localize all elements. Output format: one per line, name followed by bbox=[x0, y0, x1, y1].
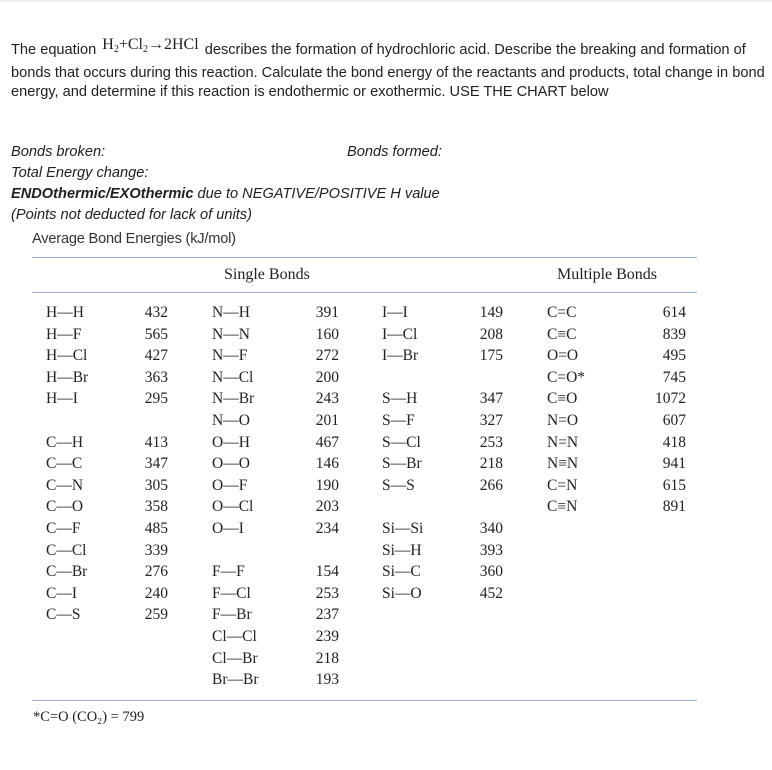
bond-energy: 340 bbox=[479, 519, 503, 537]
question-intro: The equation bbox=[11, 42, 97, 58]
bond-energy: 391 bbox=[315, 304, 339, 321]
points-note: (Points not deducted for lack of units) bbox=[11, 207, 252, 223]
bond-name: F—Cl bbox=[212, 584, 251, 602]
bond-energy: 495 bbox=[662, 347, 686, 365]
bond-energy: 154 bbox=[315, 563, 339, 581]
bond-energy bbox=[300, 540, 339, 562]
bond-energy: 240 bbox=[144, 584, 168, 602]
bonds-formed-label: Bonds formed: bbox=[347, 144, 442, 160]
bond-energy: 243 bbox=[315, 390, 339, 408]
bond-name: N≡N bbox=[547, 455, 579, 473]
bond-energy: 190 bbox=[315, 476, 339, 494]
bond-energy: 259 bbox=[144, 606, 168, 624]
bond-name: C—S bbox=[46, 606, 81, 624]
bond-name: O—H bbox=[212, 433, 250, 451]
bond-energy: 413 bbox=[144, 433, 168, 451]
bond-name: C—Br bbox=[46, 563, 88, 581]
bond-energy: 614 bbox=[662, 304, 686, 321]
bond-name bbox=[46, 410, 88, 432]
bond-name: H—I bbox=[46, 390, 78, 408]
bond-name: C=N bbox=[547, 476, 578, 494]
bond-name: F—F bbox=[212, 563, 245, 581]
bond-energy: 607 bbox=[662, 411, 686, 429]
question-body: describes the formation of hydrochloric acid. Describe the breaking and formation of bonds that occurs during this reaction. Calculate the bond energy of the reactants and products, total change in bond energy, and determine if this reaction is endothermic or exothermic. USE THE CHART below bbox=[11, 42, 765, 100]
bond-name: S—Cl bbox=[382, 433, 421, 451]
single-bonds-col1-values bbox=[128, 302, 168, 626]
bond-energy: 276 bbox=[144, 563, 168, 581]
bond-name: N—Cl bbox=[212, 368, 254, 386]
bond-energy: 160 bbox=[315, 325, 339, 343]
bond-energy: 193 bbox=[315, 671, 339, 689]
bond-name: H—Br bbox=[46, 368, 89, 386]
bond-name: I—Cl bbox=[382, 325, 418, 343]
bond-energy: 1072 bbox=[655, 390, 686, 408]
bond-name: O—F bbox=[212, 476, 248, 494]
multiple-bonds-header: Multiple Bonds bbox=[557, 266, 658, 283]
bond-name: N—F bbox=[212, 347, 248, 365]
bond-energy: 239 bbox=[315, 627, 339, 645]
bond-energy: 253 bbox=[315, 584, 339, 602]
bond-name: S—Br bbox=[382, 455, 422, 473]
top-border bbox=[0, 0, 772, 2]
bond-energy: 208 bbox=[479, 325, 503, 343]
bond-energy: 234 bbox=[315, 519, 339, 537]
bond-name: O—Cl bbox=[212, 498, 254, 516]
single-bonds-col2-names bbox=[212, 302, 259, 691]
bond-name: C—O bbox=[46, 498, 84, 516]
bond-name: O—O bbox=[212, 455, 250, 473]
bond-energy: 745 bbox=[662, 368, 686, 386]
single-bonds-col3-names bbox=[382, 302, 423, 604]
bond-energy bbox=[463, 496, 503, 518]
bond-energy: 201 bbox=[315, 411, 339, 429]
bond-energy: 175 bbox=[479, 347, 503, 365]
bond-energy: 339 bbox=[144, 541, 168, 559]
footnote: *C=O (CO₂) = 799 bbox=[33, 709, 145, 725]
bond-name: N=N bbox=[547, 433, 579, 451]
bond-name: I—I bbox=[382, 304, 408, 321]
single-bonds-col1-names bbox=[46, 302, 88, 626]
bond-name: C≡O bbox=[547, 390, 578, 408]
bond-energy: 358 bbox=[144, 498, 168, 516]
bond-energy: 347 bbox=[479, 390, 503, 408]
bond-name: Cl—Cl bbox=[212, 627, 257, 645]
bond-name: C=C bbox=[547, 304, 577, 321]
bond-energy: 218 bbox=[315, 649, 339, 667]
bond-name: Br—Br bbox=[212, 671, 259, 689]
bond-name: C—N bbox=[46, 476, 84, 494]
thermic-options: ENDOthermic/EXOthermic bbox=[11, 186, 194, 202]
bond-name bbox=[382, 496, 423, 518]
bond-name: I—Br bbox=[382, 347, 419, 365]
single-bonds-col3-values bbox=[463, 302, 503, 604]
bond-energy: 305 bbox=[144, 476, 168, 494]
bond-energy: 891 bbox=[662, 498, 686, 516]
bond-energy: 452 bbox=[479, 584, 503, 602]
bond-name: O—I bbox=[212, 519, 244, 537]
bond-name: C=O* bbox=[547, 368, 586, 386]
bond-name: C—Cl bbox=[46, 541, 87, 559]
single-bonds-header: Single Bonds bbox=[224, 266, 310, 283]
multiple-bonds-names bbox=[547, 302, 585, 518]
bond-energy: 839 bbox=[662, 325, 686, 343]
bond-name: C—H bbox=[46, 433, 84, 451]
bond-name: Si—O bbox=[382, 584, 422, 602]
bond-name: F—Br bbox=[212, 606, 252, 624]
bond-energy: 200 bbox=[315, 368, 339, 386]
bond-name: O=O bbox=[547, 347, 579, 365]
bond-name: S—F bbox=[382, 411, 415, 429]
bond-energy: 427 bbox=[144, 347, 168, 365]
chart-title: Average Bond Energies (kJ/mol) bbox=[32, 231, 236, 247]
bond-energy: 418 bbox=[662, 433, 686, 451]
bond-energy: 565 bbox=[144, 325, 168, 343]
bond-name: C—C bbox=[46, 455, 83, 473]
bond-name: Si—C bbox=[382, 563, 421, 581]
bond-energy: 485 bbox=[144, 519, 168, 537]
bond-energy: 272 bbox=[315, 347, 339, 365]
thermic-line bbox=[11, 186, 440, 202]
question-text bbox=[11, 36, 766, 102]
bond-name: S—S bbox=[382, 476, 415, 494]
bond-energy: 253 bbox=[479, 433, 503, 451]
bond-name: C≡N bbox=[547, 498, 578, 516]
bond-energy: 203 bbox=[315, 498, 339, 516]
bond-energy: 363 bbox=[144, 368, 168, 386]
bond-name: C—I bbox=[46, 584, 77, 602]
table-top-rule bbox=[32, 257, 697, 258]
bond-name: H—Cl bbox=[46, 347, 88, 365]
bond-name: C≡C bbox=[547, 325, 577, 343]
bond-name: N—H bbox=[212, 304, 250, 321]
bonds-broken-label: Bonds broken: bbox=[11, 144, 106, 160]
bond-energy: 327 bbox=[479, 411, 503, 429]
bond-name: C—F bbox=[46, 519, 81, 537]
bond-energy: 432 bbox=[144, 304, 168, 321]
bond-name: N=O bbox=[547, 411, 579, 429]
bond-energy: 615 bbox=[662, 476, 686, 494]
single-bonds-col2-values bbox=[300, 302, 339, 691]
bond-name bbox=[212, 540, 259, 562]
bond-name: Cl—Br bbox=[212, 649, 258, 667]
bond-energy: 941 bbox=[662, 455, 686, 473]
bond-energy: 467 bbox=[315, 433, 339, 451]
bond-energy: 360 bbox=[479, 563, 503, 581]
chemical-equation: $H_2+Cl_2\to 2HCl$ bbox=[102, 36, 199, 55]
bond-energy: 146 bbox=[315, 455, 339, 473]
bond-name: Si—H bbox=[382, 541, 422, 559]
bond-name: Si—Si bbox=[382, 519, 424, 537]
bond-name: N—Br bbox=[212, 390, 255, 408]
bond-energy: 347 bbox=[144, 455, 168, 473]
thermic-rest: due to NEGATIVE/POSITIVE H value bbox=[193, 186, 440, 202]
bond-energy bbox=[463, 367, 503, 389]
bond-energy bbox=[128, 410, 168, 432]
bond-energy: 237 bbox=[315, 606, 339, 624]
bond-energy: 266 bbox=[479, 476, 503, 494]
bond-energy: 218 bbox=[479, 455, 503, 473]
total-energy-label: Total Energy change: bbox=[11, 165, 149, 181]
bond-name: S—H bbox=[382, 390, 418, 408]
bond-name bbox=[382, 367, 423, 389]
bond-name: N—N bbox=[212, 325, 250, 343]
multiple-bonds-values bbox=[640, 302, 686, 518]
bond-energy: 295 bbox=[144, 390, 168, 408]
bond-name: H—H bbox=[46, 304, 84, 321]
bond-name: H—F bbox=[46, 325, 82, 343]
table-bottom-rule bbox=[32, 700, 697, 701]
bond-energy: 393 bbox=[479, 541, 503, 559]
bond-energy: 149 bbox=[479, 304, 503, 321]
bond-name: N—O bbox=[212, 411, 250, 429]
table-header-rule bbox=[32, 292, 697, 293]
